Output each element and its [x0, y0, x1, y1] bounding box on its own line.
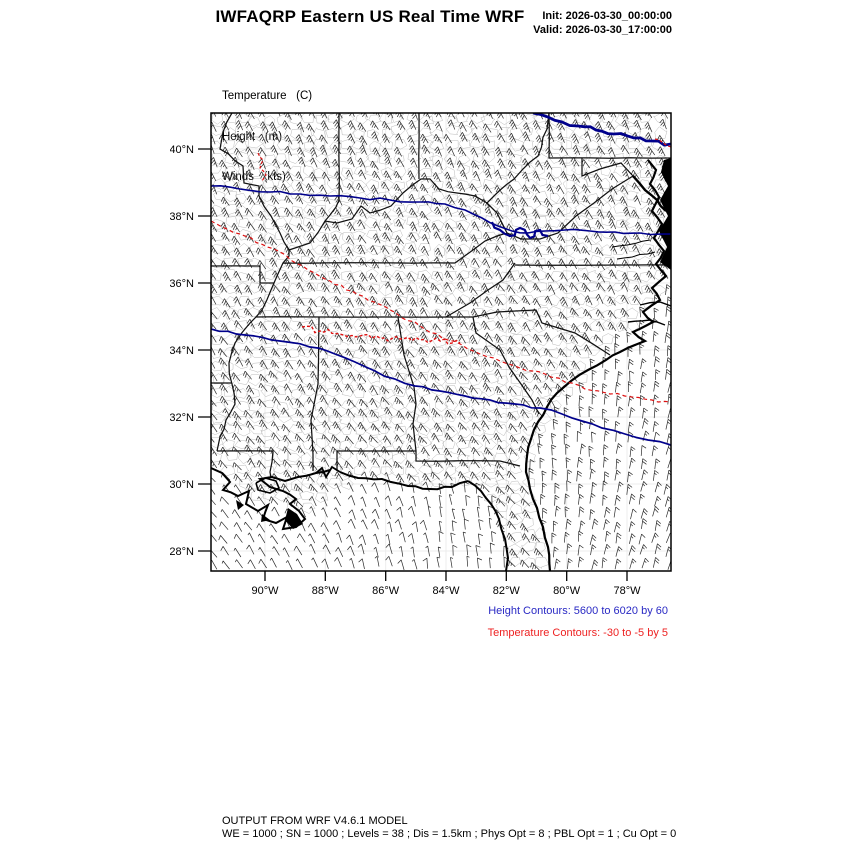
- x-tick-label: 82°W: [492, 585, 520, 597]
- y-tick-label: 38°N: [170, 211, 194, 223]
- x-tick-label: 90°W: [251, 585, 279, 597]
- x-tick-label: 84°W: [432, 585, 460, 597]
- page-title: IWFAQRP Eastern US Real Time WRF: [215, 7, 525, 26]
- wrf-map: [170, 100, 690, 610]
- legend-temperature: Temperature (C): [222, 90, 313, 102]
- state-borders: [211, 113, 671, 478]
- map-layers: [206, 107, 675, 572]
- y-tick-label: 36°N: [170, 278, 194, 290]
- height-contour-caption: Height Contours: 5600 to 6020 by 60: [488, 605, 668, 617]
- run-info: [533, 10, 672, 37]
- y-tick-label: 32°N: [170, 412, 194, 424]
- y-tick-label: 34°N: [170, 345, 194, 357]
- map-canvas: [170, 100, 690, 610]
- county-mesh: [208, 111, 668, 569]
- x-tick-label: 78°W: [613, 585, 641, 597]
- y-tick-label: 28°N: [170, 546, 194, 558]
- y-tick-label: 40°N: [170, 144, 194, 156]
- model-output-line: OUTPUT FROM WRF V4.6.1 MODEL: [222, 815, 408, 827]
- valid-time: Valid: 2026-03-30_17:00:00: [533, 23, 672, 36]
- x-tick-label: 88°W: [311, 585, 339, 597]
- legend-height: Height (m): [222, 130, 283, 143]
- x-tick-label: 80°W: [553, 585, 581, 597]
- x-tick-label: 86°W: [372, 585, 400, 597]
- coastline: [617, 252, 655, 259]
- temperature-contour-caption: Temperature Contours: -30 to -5 by 5: [487, 627, 668, 639]
- init-time: Init: 2026-03-30_00:00:00: [542, 10, 672, 22]
- y-tick-label: 30°N: [170, 479, 194, 491]
- model-config-line: WE = 1000 ; SN = 1000 ; Levels = 38 ; Dis = 1.5km ; Phys Opt = 8 ; PBL Opt = 1 ; Cu Opt = 0: [222, 828, 677, 840]
- wind-barbs: [206, 107, 675, 571]
- water-landmass-blob: [659, 158, 671, 270]
- legend-winds: Winds (kts): [222, 171, 286, 183]
